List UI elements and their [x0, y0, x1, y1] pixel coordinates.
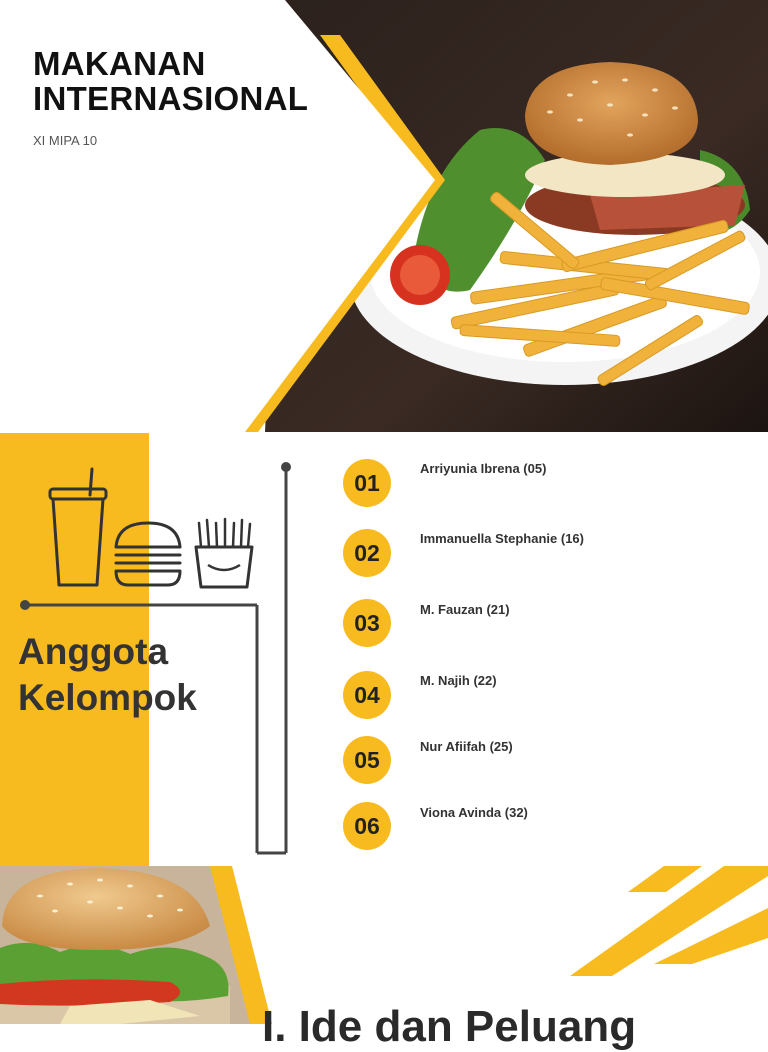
member-number-badge: 03: [343, 599, 391, 647]
burger-icon: [112, 519, 184, 589]
member-number-badge: 02: [343, 529, 391, 577]
member-number-badge: 01: [343, 459, 391, 507]
member-name: Arriyunia Ibrena (05): [420, 461, 547, 476]
idea-slide: [0, 866, 768, 1051]
title-line-1: MAKANAN: [33, 45, 206, 82]
members-heading: [18, 629, 197, 721]
title-slide: [0, 0, 768, 432]
member-number-badge: 05: [343, 736, 391, 784]
member-name: Viona Avinda (32): [420, 805, 528, 820]
drink-cup-icon: [44, 467, 112, 589]
class-subtitle: XI MIPA 10: [33, 133, 98, 148]
heading-line-1: Anggota: [18, 631, 169, 672]
heading-line-2: Kelompok: [18, 677, 197, 718]
members-slide: [0, 433, 768, 866]
fries-icon: [193, 517, 255, 589]
member-name: M. Fauzan (21): [420, 602, 510, 617]
burger-photo: [0, 866, 768, 1024]
member-number-badge: 06: [343, 802, 391, 850]
member-name: Nur Afiifah (25): [420, 739, 513, 754]
title-line-2: INTERNASIONAL: [33, 80, 309, 117]
page-title: [33, 46, 308, 116]
member-number-badge: 04: [343, 671, 391, 719]
member-name: Immanuella Stephanie (16): [420, 531, 584, 546]
member-name: M. Najih (22): [420, 673, 497, 688]
section-title: I. Ide dan Peluang: [262, 1002, 637, 1051]
